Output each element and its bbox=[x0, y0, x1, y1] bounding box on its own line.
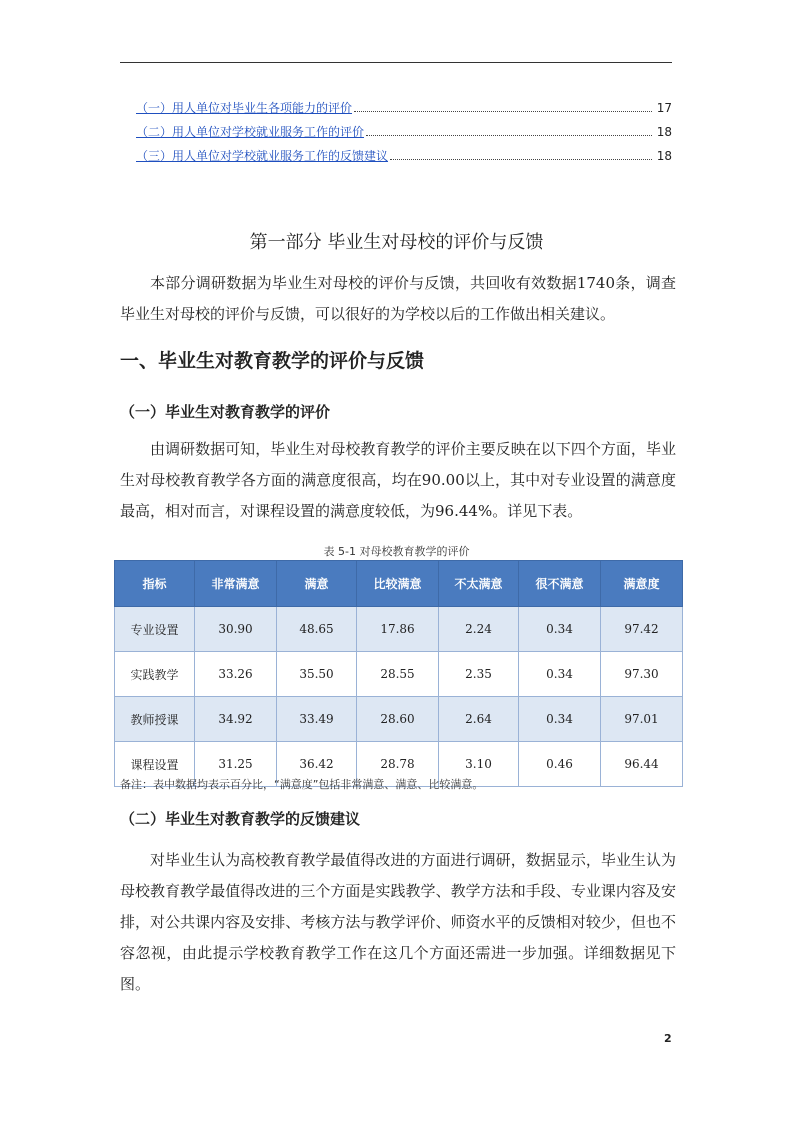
table-row bbox=[115, 652, 683, 697]
column-header: 满意度 bbox=[601, 561, 683, 607]
table-cell: 2.64 bbox=[439, 697, 519, 742]
subsection-heading: （二）毕业生对教育教学的反馈建议 bbox=[120, 810, 361, 828]
toc-leader-dots bbox=[390, 158, 652, 160]
table-cell: 97.01 bbox=[601, 697, 683, 742]
toc-entry[interactable] bbox=[120, 100, 672, 124]
toc-page-number: 17 bbox=[656, 101, 672, 115]
evaluation-paragraph bbox=[120, 434, 676, 527]
intro-paragraph bbox=[120, 268, 676, 330]
table-cell: 48.65 bbox=[277, 607, 357, 652]
table-cell: 2.24 bbox=[439, 607, 519, 652]
toc-link[interactable]: （二）用人单位对学校就业服务工作的评价 bbox=[136, 125, 365, 139]
toc-page-number: 18 bbox=[656, 125, 672, 139]
column-header: 很不满意 bbox=[519, 561, 601, 607]
column-header: 满意 bbox=[277, 561, 357, 607]
table-cell: 35.50 bbox=[277, 652, 357, 697]
table-header-row bbox=[115, 561, 683, 607]
page-number: 2 bbox=[664, 1032, 672, 1045]
toc-leader-dots bbox=[366, 134, 652, 136]
table-cell: 0.46 bbox=[519, 742, 601, 787]
table-cell: 30.90 bbox=[195, 607, 277, 652]
table-cell: 0.34 bbox=[519, 697, 601, 742]
table-cell: 34.92 bbox=[195, 697, 277, 742]
header-rule bbox=[120, 62, 672, 63]
column-header: 指标 bbox=[115, 561, 195, 607]
row-label: 教师授课 bbox=[115, 697, 195, 742]
toc-entry[interactable] bbox=[120, 124, 672, 148]
table-cell: 2.35 bbox=[439, 652, 519, 697]
table-cell: 17.86 bbox=[357, 607, 439, 652]
toc-leader-dots bbox=[354, 110, 652, 112]
column-header: 非常满意 bbox=[195, 561, 277, 607]
table-cell: 97.42 bbox=[601, 607, 683, 652]
row-label: 专业设置 bbox=[115, 607, 195, 652]
table-cell: 96.44 bbox=[601, 742, 683, 787]
toc-page-number: 18 bbox=[656, 149, 672, 163]
row-label: 课程设置 bbox=[115, 742, 195, 787]
table-of-contents bbox=[120, 100, 672, 172]
table-cell: 97.30 bbox=[601, 652, 683, 697]
table-cell: 36.42 bbox=[277, 742, 357, 787]
feedback-paragraph bbox=[120, 845, 676, 1000]
evaluation-table bbox=[114, 560, 683, 787]
column-header: 不太满意 bbox=[439, 561, 519, 607]
table-caption: 表 5-1 对母校教育教学的评价 bbox=[323, 545, 470, 558]
table-row bbox=[115, 697, 683, 742]
evaluation-text: 由调研数据可知，毕业生对母校教育教学的评价主要反映在以下四个方面，毕业生对母校教育教学各方面的满意度很高，均在90.00以上，其中对专业设置的满意度最高，相对而言，对课程设置的满意度较低，为96.44%。详见下表。 bbox=[120, 440, 676, 520]
intro-text: 本部分调研数据为毕业生对母校的评价与反馈，共回收有效数据1740条，调查毕业生对母校的评价与反馈，可以很好的为学校以后的工作做出相关建议。 bbox=[120, 274, 676, 323]
subsection-heading: （一）毕业生对教育教学的评价 bbox=[120, 403, 331, 421]
toc-link[interactable]: （三）用人单位对学校就业服务工作的反馈建议 bbox=[136, 149, 389, 163]
table-cell: 33.26 bbox=[195, 652, 277, 697]
table-cell: 31.25 bbox=[195, 742, 277, 787]
row-label: 实践教学 bbox=[115, 652, 195, 697]
table-cell: 33.49 bbox=[277, 697, 357, 742]
table-note: 备注：表中数据均表示百分比，“满意度”包括非常满意、满意、比较满意。 bbox=[120, 778, 484, 791]
toc-entry[interactable] bbox=[120, 148, 672, 172]
part-title: 第一部分 毕业生对母校的评价与反馈 bbox=[249, 232, 544, 253]
column-header: 比较满意 bbox=[357, 561, 439, 607]
table-cell: 3.10 bbox=[439, 742, 519, 787]
table-cell: 28.78 bbox=[357, 742, 439, 787]
toc-link[interactable]: （一）用人单位对毕业生各项能力的评价 bbox=[136, 101, 353, 115]
feedback-text: 对毕业生认为高校教育教学最值得改进的方面进行调研，数据显示，毕业生认为母校教育教学最值得改进的三个方面是实践教学、教学方法和手段、专业课内容及安排，对公共课内容及安排、考核方法与教学评价、师资水平的反馈相对较少，但也不容忽视，由此提示学校教育教学工作在这几个方面还需进一步加强。详细数据见下图。 bbox=[120, 851, 676, 993]
table-cell: 0.34 bbox=[519, 652, 601, 697]
table-cell: 0.34 bbox=[519, 607, 601, 652]
table-cell: 28.60 bbox=[357, 697, 439, 742]
table-row bbox=[115, 607, 683, 652]
section-heading: 一、毕业生对教育教学的评价与反馈 bbox=[120, 350, 425, 372]
table-cell: 28.55 bbox=[357, 652, 439, 697]
